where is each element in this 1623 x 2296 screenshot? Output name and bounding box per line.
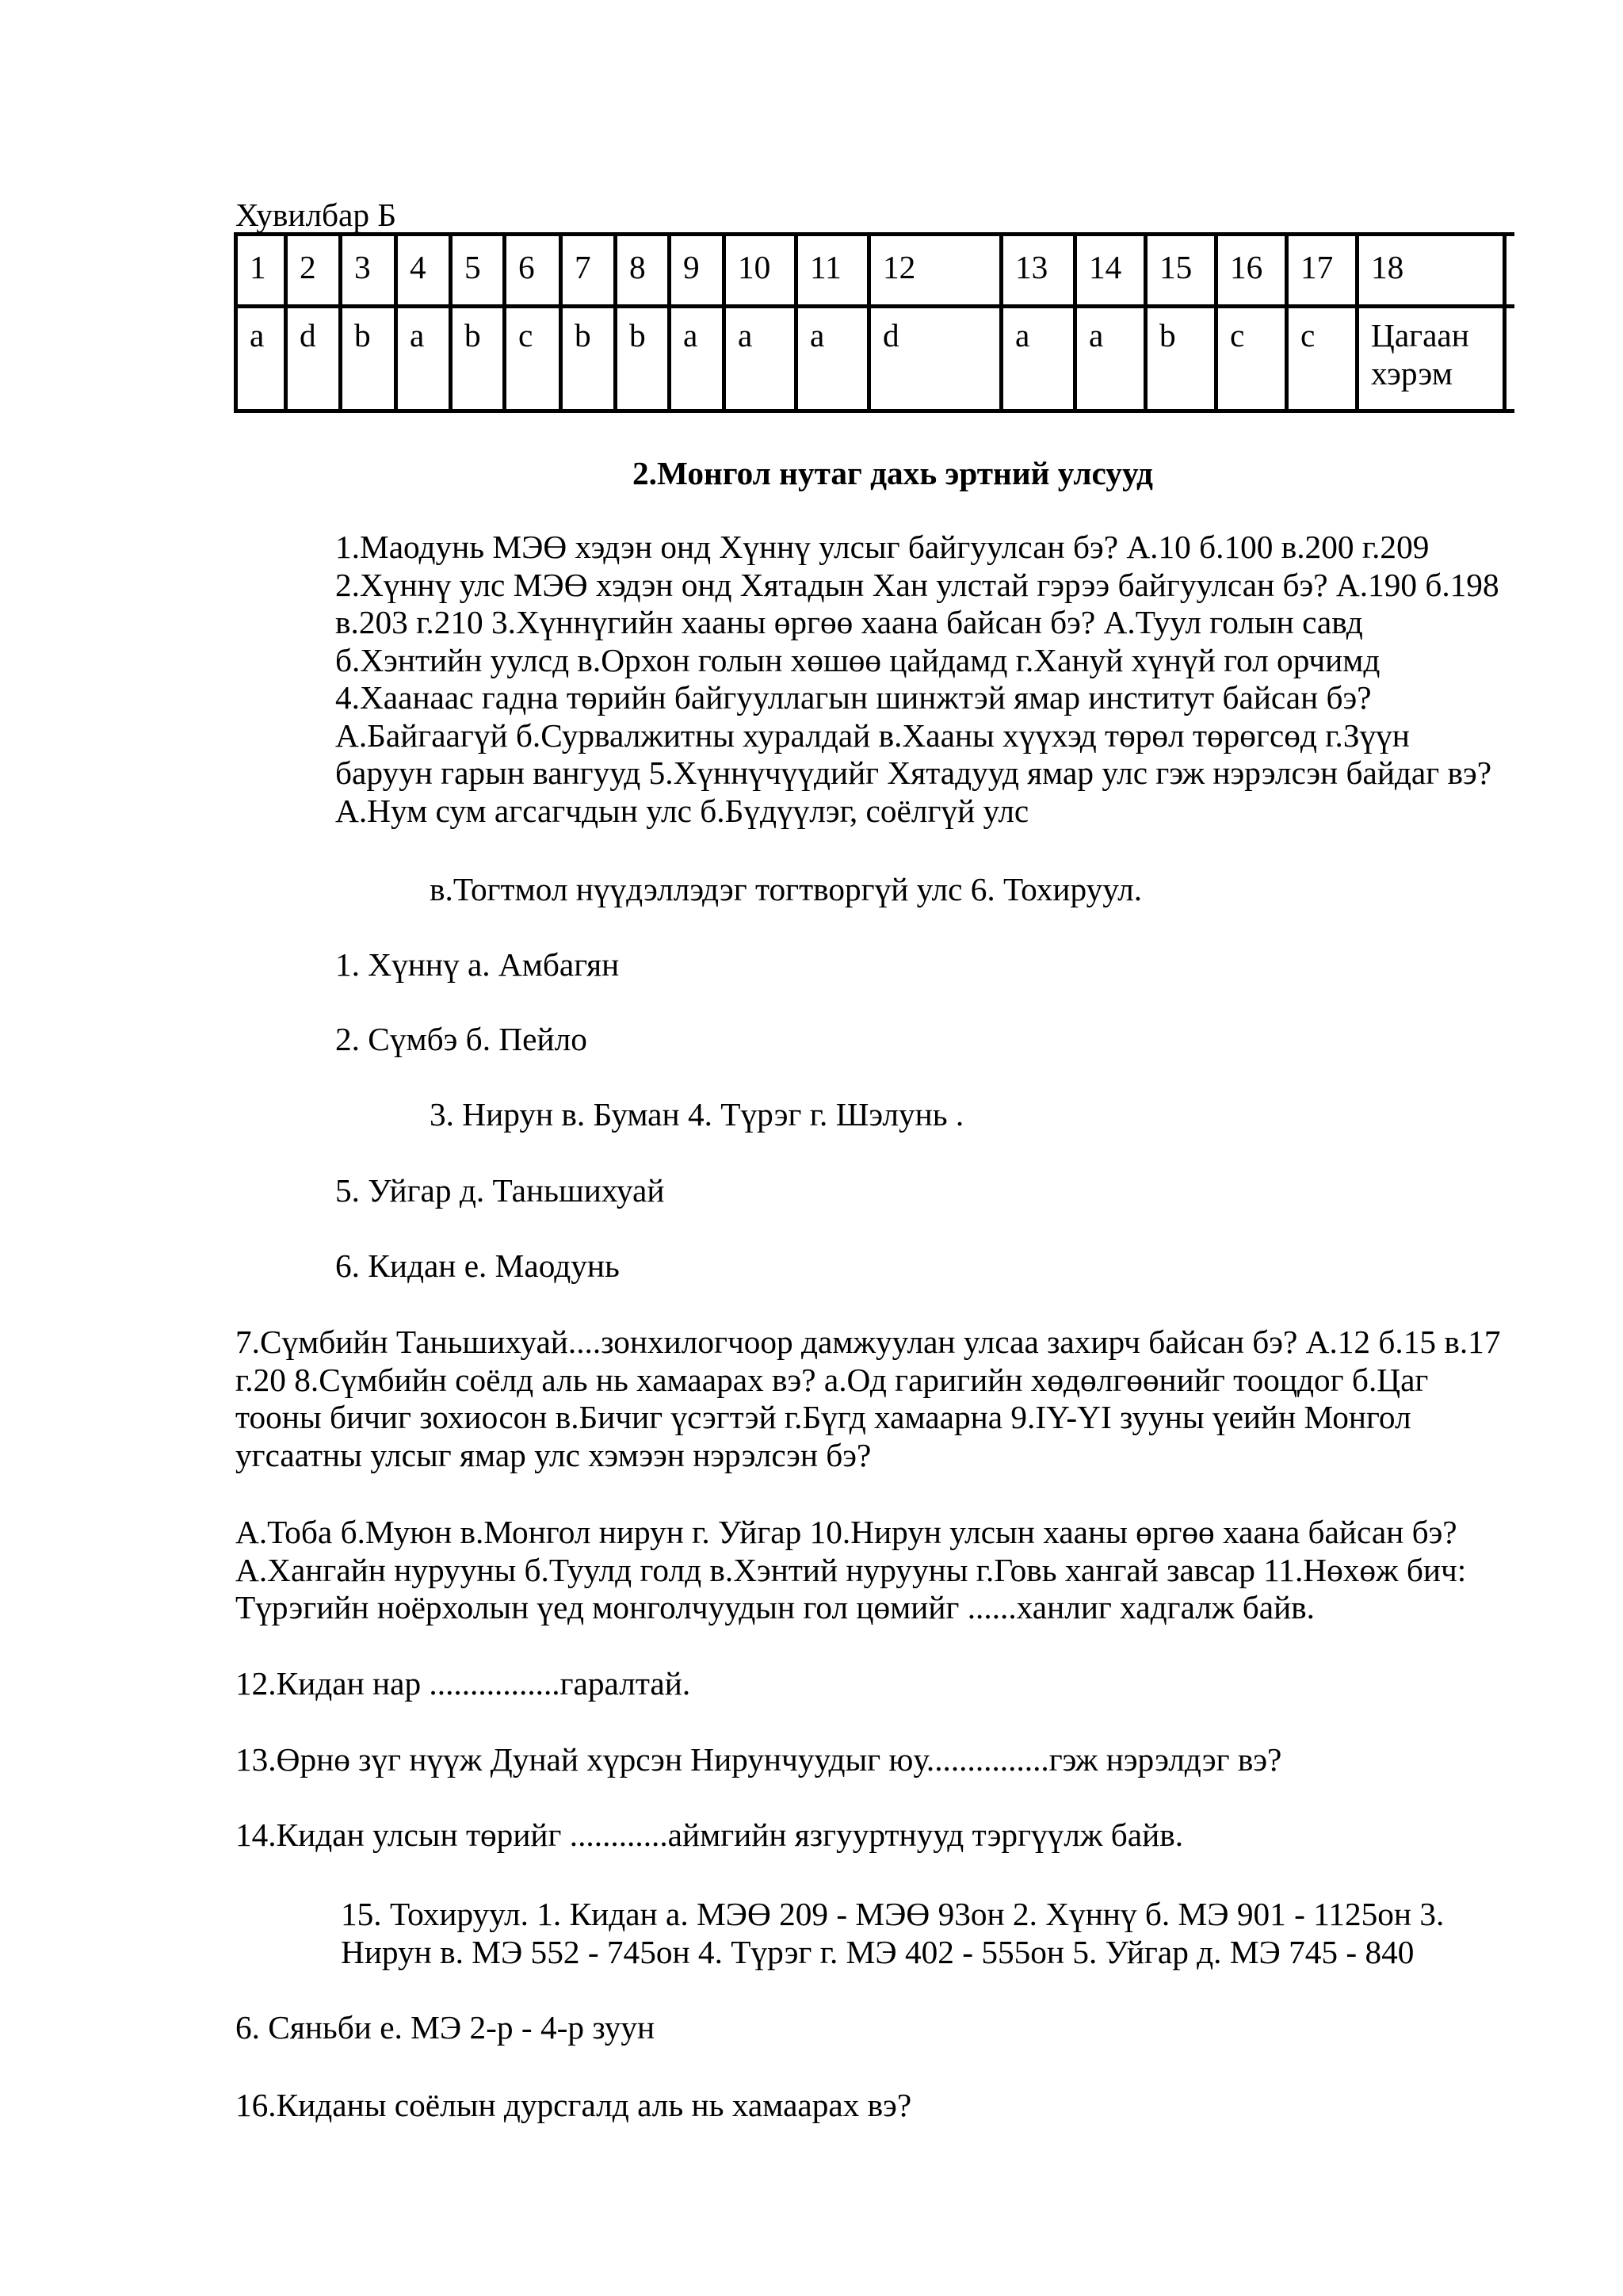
question-text-line: А.Тоба б.Муюн в.Монгол нирун г. Уйгар 10.Нирун улсын хааны өргөө хаана байсан бэ?	[235, 1514, 1457, 1550]
question-13: 13.Өрнө зүг нүүж Дунай хүрсэн Нирунчуудыг юу...............гэж нэрэлдэг вэ?	[235, 1741, 1282, 1778]
question-number-cell: 12	[867, 232, 999, 304]
variant-label: Хувилбар Б	[235, 197, 397, 233]
question-text-line: г.20 8.Сүмбийн соёлд аль нь хамаарах вэ? а.Од гаригийн хөдөлгөөнийг тооцдог б.Цаг	[235, 1361, 1429, 1398]
question-text-line: Нирун в. МЭ 552 - 745он 4. Түрэг г. МЭ 402 - 555он 5. Уйгар д. МЭ 745 - 840	[341, 1933, 1415, 1970]
questions-9-11-paragraph	[235, 1514, 1466, 1627]
question-text-line: 4.Хаанаас гадна төрийн байгууллагын шинжтэй ямар институт байсан бэ?	[335, 679, 1372, 716]
question-number-cell: 2	[284, 232, 338, 304]
answer-cell: b	[559, 304, 613, 413]
question-text-line: А.Байгаагүй б.Сурвалжитны хуралдай в.Хааны хүүхэд төрөл төрөгсөд г.Зүүн	[335, 716, 1410, 754]
question-text-line: 1.Маодунь МЭӨ хэдэн онд Хүннү улсыг байгуулсан бэ? А.10 б.100 в.200 г.209	[335, 529, 1430, 565]
question-text-line: баруун гарын вангууд 5.Хүннүчүүдийг Хятадууд ямар улс гэж нэрэлсэн байдаг вэ?	[335, 755, 1492, 791]
answer-cell: c	[502, 304, 559, 413]
question-number-cell: 5	[449, 232, 502, 304]
answer-cell: b	[1144, 304, 1214, 413]
question-number-cell: 10	[722, 232, 794, 304]
answer-cell: a	[999, 304, 1073, 413]
question-number-cell: 17	[1285, 232, 1355, 304]
match-item-6: 6. Кидан е. Маодунь	[335, 1247, 620, 1284]
question-16: 16.Киданы соёлын дурсгалд аль нь хамаарах вэ?	[235, 2087, 912, 2123]
answer-cell: b	[449, 304, 502, 413]
match-item-1: 1. Хүннү а. Амбагян	[335, 946, 620, 983]
section-title: 2.Монгол нутаг дахь эртний улсууд	[632, 455, 1153, 491]
question-number-cell: 8	[613, 232, 667, 304]
questions-1-5-paragraph	[335, 529, 1499, 830]
answer-cell: c	[1214, 304, 1285, 413]
question-text-line: угсаатны улсыг ямар улс хэмээн нэрэлсэн бэ?	[235, 1436, 872, 1473]
match-item-5: 5. Уйгар д. Таньшихуай	[335, 1172, 665, 1209]
question-15-paragraph	[341, 1896, 1444, 1971]
table-clipped-cell	[1503, 304, 1514, 413]
question-text-line: 2.Хүннү улс МЭӨ хэдэн онд Хятадын Хан улстай гэрээ байгуулсан бэ? А.190 б.198	[335, 566, 1499, 603]
question-15-item-6: 6. Сяньби е. МЭ 2-р - 4-р зуун	[235, 2009, 655, 2046]
answer-cell: c	[1285, 304, 1355, 413]
question-text-line: А.Нум сум агсагчдын улс б.Бүдүүлэг, соёлгүй улс	[335, 792, 1029, 829]
question-number-cell: 3	[338, 232, 394, 304]
answer-cell: Цагаан хэрэм	[1355, 304, 1503, 413]
question-text-line: б.Хэнтийн уулсд в.Орхон голын хөшөө цайдамд г.Хануй хүнүй гол орчимд	[335, 641, 1381, 678]
question-text-line: тооны бичиг зохиосон в.Бичиг үсэгтэй г.Бүгд хамаарна 9.IY-YI зууны үеийн Монгол	[235, 1399, 1411, 1435]
question-number-cell: 1	[234, 232, 284, 304]
answer-key-table	[234, 232, 1514, 413]
match-item-2: 2. Сүмбэ б. Пейло	[335, 1021, 587, 1057]
question-text-line: 7.Сүмбийн Таньшихуай....зонхилогчоор дамжуулан улсаа захирч байсан бэ? А.12 б.15 в.17	[235, 1324, 1501, 1360]
question-number-cell: 4	[394, 232, 449, 304]
question-text-line: А.Хангайн нурууны б.Туулд голд в.Хэнтий нурууны г.Говь хангай завсар 11.Нөхөж бич:	[235, 1551, 1467, 1588]
table-clipped-cell	[1503, 232, 1514, 304]
question-number-cell: 13	[999, 232, 1073, 304]
question-number-cell: 9	[667, 232, 722, 304]
question-text-line: 15. Тохируул. 1. Кидан а. МЭӨ 209 - МЭӨ 93он 2. Хүннү б. МЭ 901 - 1125он 3.	[341, 1896, 1445, 1932]
question-number-cell: 7	[559, 232, 613, 304]
answer-cell: b	[613, 304, 667, 413]
answer-cell: a	[394, 304, 449, 413]
answer-cell: a	[794, 304, 867, 413]
question-text-line: Түрэгийн ноёрхолын үед монголчуудын гол цөмийг ......ханлиг хадгалж байв.	[235, 1589, 1315, 1626]
answer-cell: a	[234, 304, 284, 413]
question-number-cell: 11	[794, 232, 867, 304]
answer-cell: a	[1073, 304, 1144, 413]
answer-cell: a	[722, 304, 794, 413]
questions-7-9-paragraph	[235, 1324, 1500, 1474]
question-number-cell: 18	[1355, 232, 1503, 304]
answer-cell: d	[284, 304, 338, 413]
question-number-cell: 15	[1144, 232, 1214, 304]
match-item-3-4: 3. Нирун в. Буман 4. Түрэг г. Шэлунь .	[430, 1096, 964, 1133]
question-number-cell: 16	[1214, 232, 1285, 304]
question-5-continuation: в.Тогтмол нүүдэллэдэг тогтворгүй улс 6. Тохируул.	[430, 871, 1143, 907]
answer-cell: b	[338, 304, 394, 413]
question-14: 14.Кидан улсын төрийг ............аймгийн язгууртнууд тэргүүлж байв.	[235, 1817, 1184, 1853]
question-number-cell: 6	[502, 232, 559, 304]
question-12: 12.Кидан нар ................гаралтай.	[235, 1665, 691, 1702]
answer-cell: a	[667, 304, 722, 413]
answer-cell: d	[867, 304, 999, 413]
question-text-line: в.203 г.210 3.Хүннүгийн хааны өргөө хаана байсан бэ? А.Туул голын савд	[335, 604, 1363, 640]
question-number-cell: 14	[1073, 232, 1144, 304]
